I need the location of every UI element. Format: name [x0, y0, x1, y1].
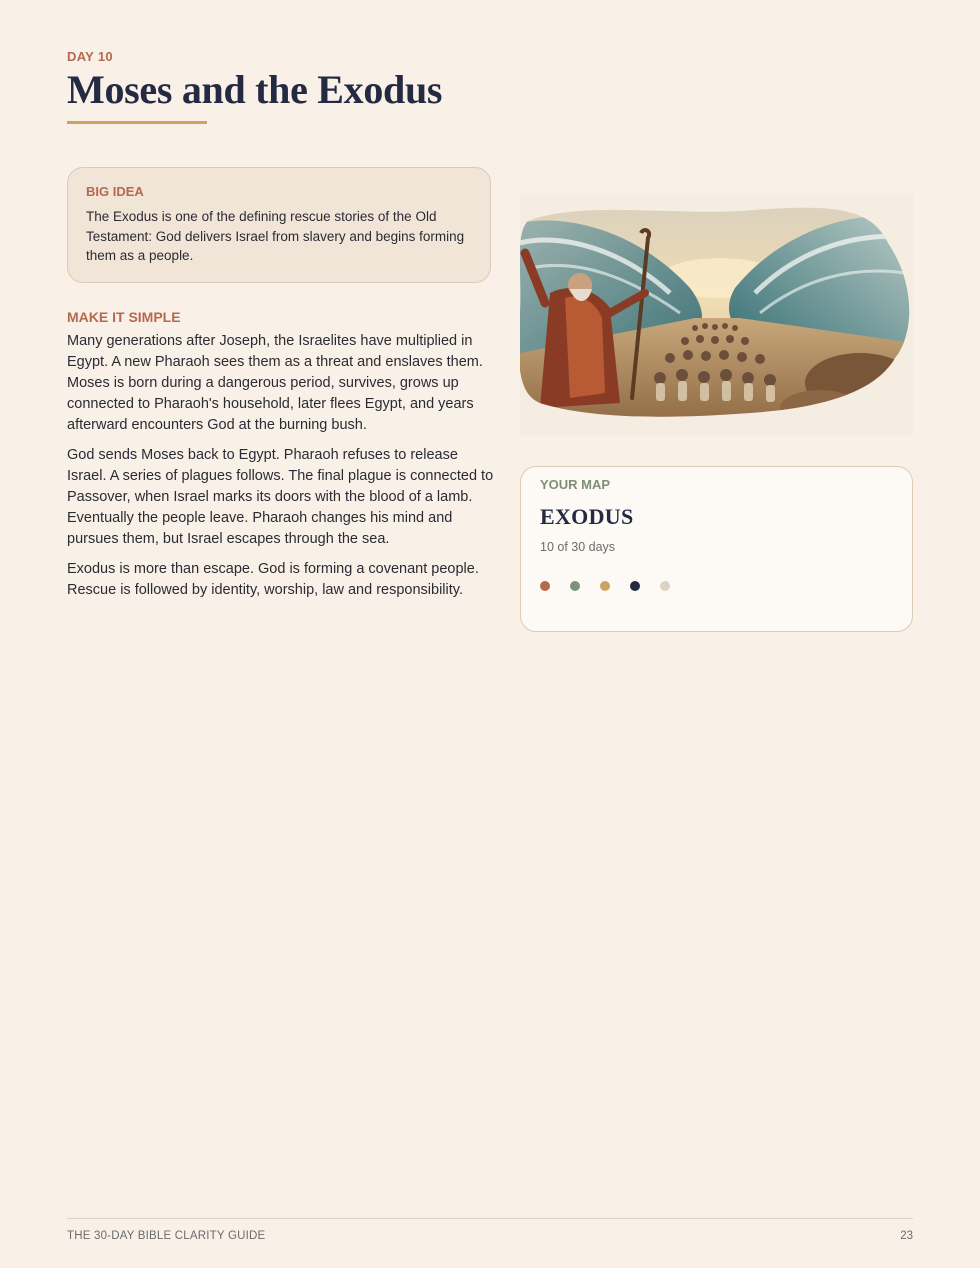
page-title: Moses and the Exodus: [67, 67, 443, 112]
map-card-label: YOUR MAP: [540, 477, 611, 492]
parting-of-the-sea-illustration: [520, 193, 913, 436]
big-idea-box: [67, 167, 491, 283]
footer-book-title: THE 30-DAY BIBLE CLARITY GUIDE: [67, 1230, 266, 1242]
make-it-simple-label: MAKE IT SIMPLE: [67, 309, 181, 325]
footer-divider: [67, 1218, 913, 1219]
body-paragraph: God sends Moses back to Egypt. Pharaoh refuses to release Israel. A series of plagues follows. The final plague is connected to Passover, when Israel marks its doors with the blood of a lamb. Eventually the people leave. Pharaoh changes his mind and pursues them, but Israel escapes through the sea.: [67, 447, 494, 547]
day-label: DAY 10: [67, 49, 113, 64]
progress-dot: [630, 581, 640, 591]
progress-dot: [570, 581, 580, 591]
page-number: 23: [900, 1230, 913, 1242]
map-progress-text: 10 of 30 days: [540, 540, 616, 554]
progress-dot: [660, 581, 670, 591]
big-idea-text: The Exodus is one of the defining rescue stories of the Old Testament: God delivers Israel from slavery and begins forming them as a people.: [86, 209, 465, 263]
map-progress-dots: [540, 581, 893, 591]
title-underline: [67, 121, 207, 124]
make-it-simple-body: [67, 331, 497, 610]
body-paragraph: Many generations after Joseph, the Israelites have multiplied in Egypt. A new Pharaoh sees them as a threat and enslaves them. Moses is born during a dangerous period, survives, grows up connected to Pharaoh's household, later flees Egypt, and years afterward encounters God at the burning bush.: [67, 333, 483, 433]
big-idea-label: BIG IDEA: [86, 184, 144, 199]
illustration-svg: [520, 193, 913, 436]
map-card-title: EXODUS: [540, 504, 634, 529]
your-map-card: [520, 466, 913, 632]
progress-dot: [540, 581, 550, 591]
progress-dot: [600, 581, 610, 591]
body-paragraph: Exodus is more than escape. God is forming a covenant people. Rescue is followed by identity, worship, law and responsibility.: [67, 561, 479, 598]
